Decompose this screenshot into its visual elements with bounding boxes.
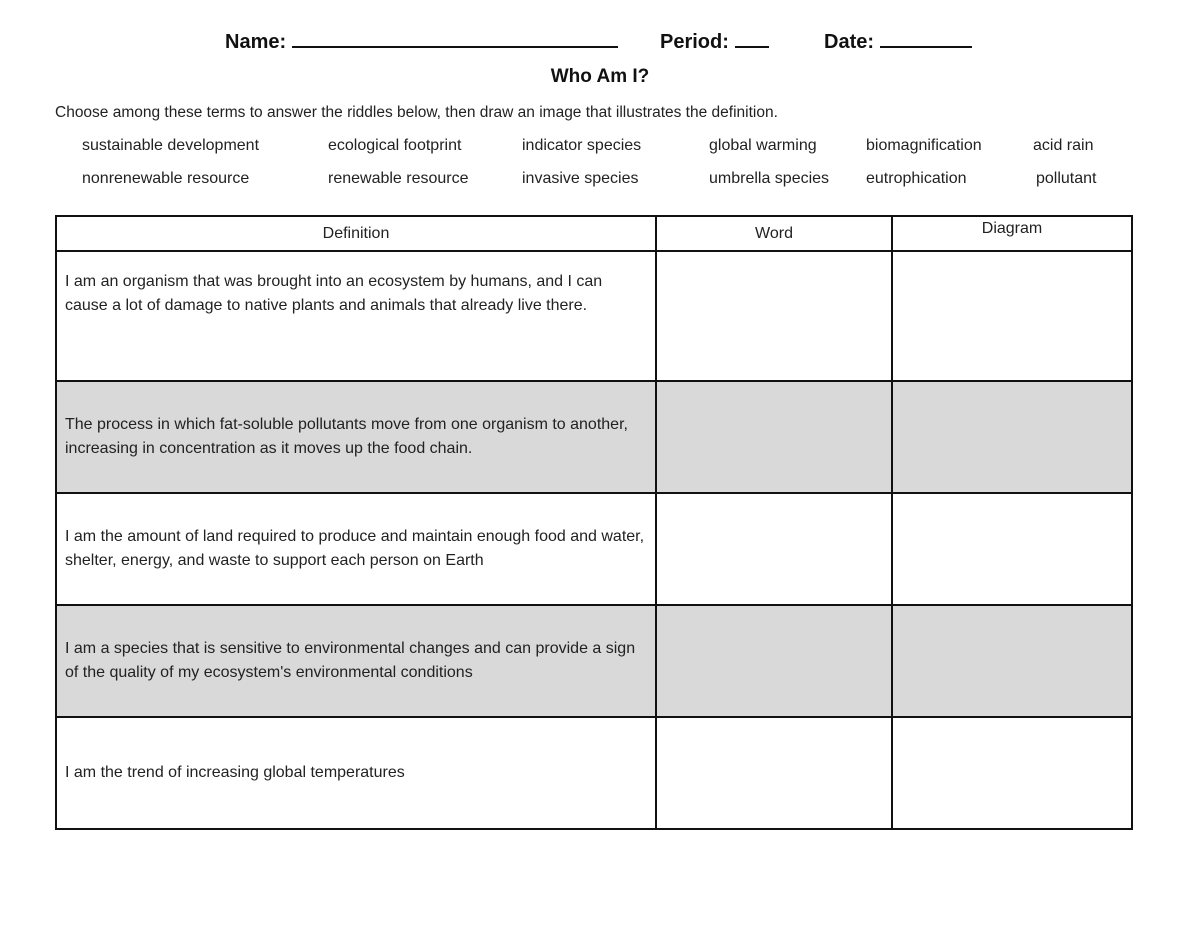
word-bank-term: nonrenewable resource [82,170,250,187]
word-bank-term: eutrophication [866,170,967,187]
name-label: Name: [225,31,287,53]
worksheet-header [0,28,1200,56]
column-header-definition: Definition [56,216,656,251]
table-row [56,493,1132,605]
diagram-answer-cell[interactable] [892,251,1132,381]
word-bank-term: umbrella species [709,170,830,187]
date-label: Date: [824,31,875,53]
definition-cell: I am the trend of increasing global temperatures [56,717,656,829]
word-bank-term: acid rain [1033,137,1094,154]
riddle-table [55,215,1133,830]
period-label: Period: [660,31,729,53]
diagram-answer-cell[interactable] [892,717,1132,829]
page-title: Who Am I? [550,66,650,87]
word-bank-term: indicator species [522,137,642,154]
date-field [824,28,972,54]
word-answer-cell[interactable] [656,717,892,829]
table-row [56,605,1132,717]
definition-cell: I am a species that is sensitive to environmental changes and can provide a sign of the quality of my ecosystem's environmental conditions [56,605,656,717]
table-row [56,251,1132,381]
word-bank-term: ecological footprint [328,137,462,154]
word-answer-cell[interactable] [656,251,892,381]
word-bank-term: invasive species [522,170,639,187]
table-row [56,717,1132,829]
column-header-diagram: Diagram [892,216,1132,251]
word-answer-cell[interactable] [656,381,892,493]
instructions-text: Choose among these terms to answer the riddles below, then draw an image that illustrates the definition. [55,104,778,121]
table-header-row [56,216,1132,251]
diagram-answer-cell[interactable] [892,381,1132,493]
period-field [660,28,769,54]
word-answer-cell[interactable] [656,493,892,605]
name-blank-line[interactable] [292,28,618,48]
name-field [225,28,618,54]
word-bank-term: biomagnification [866,137,982,154]
definition-cell: The process in which fat-soluble pollutants move from one organism to another, increasing in concentration as it moves up the food chain. [56,381,656,493]
diagram-answer-cell[interactable] [892,605,1132,717]
word-bank-term: pollutant [1036,170,1097,187]
date-blank-line[interactable] [880,28,972,48]
word-bank-term: sustainable development [82,137,260,154]
table-row [56,381,1132,493]
period-blank-line[interactable] [735,28,769,48]
definition-cell: I am an organism that was brought into an ecosystem by humans, and I can cause a lot of damage to native plants and animals that already live there. [56,251,656,381]
column-header-word: Word [656,216,892,251]
word-bank-term: global warming [709,137,817,154]
word-bank-term: renewable resource [328,170,469,187]
definition-cell: I am the amount of land required to produce and maintain enough food and water, shelter, energy, and waste to support each person on Earth [56,493,656,605]
word-answer-cell[interactable] [656,605,892,717]
diagram-answer-cell[interactable] [892,493,1132,605]
